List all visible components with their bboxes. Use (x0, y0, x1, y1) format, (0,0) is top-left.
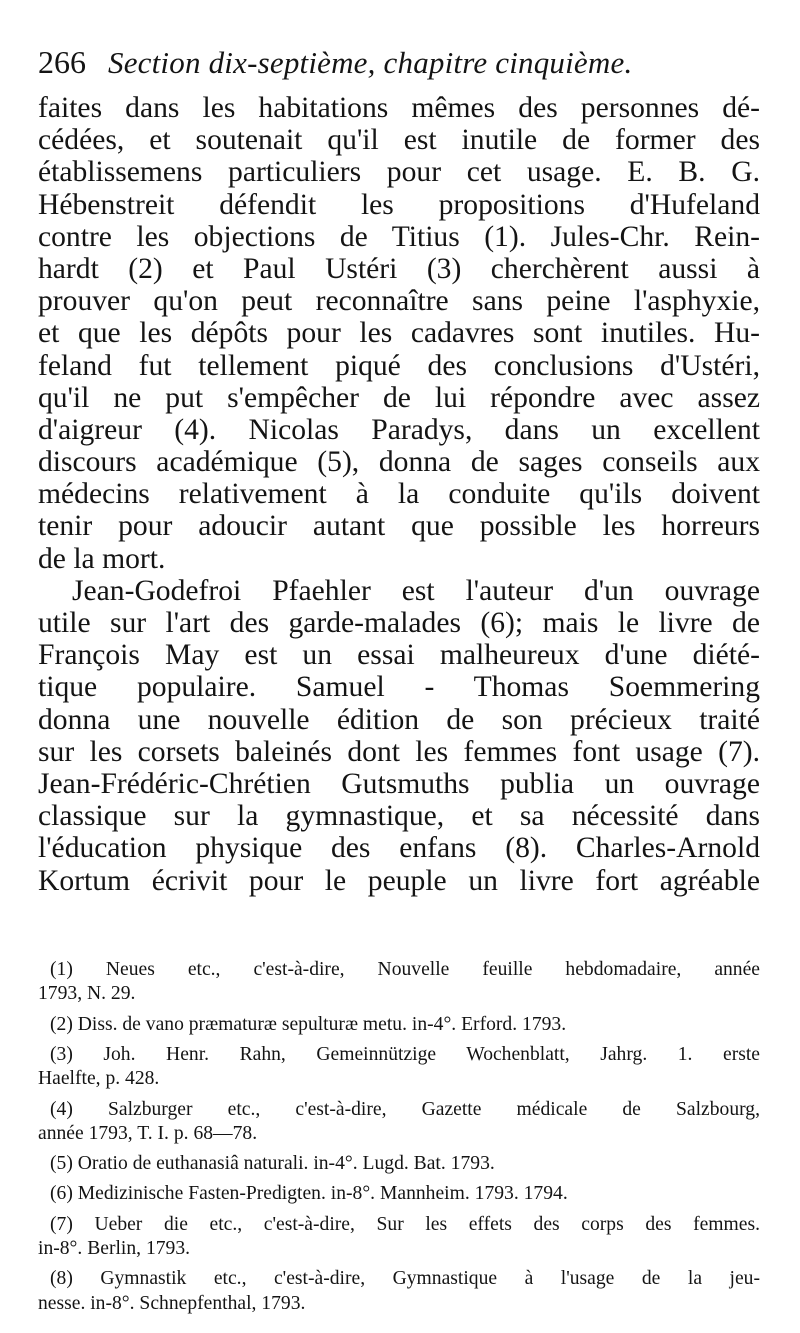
text-line: faites dans les habitations mêmes des personnes dé- (38, 92, 760, 124)
footnote-4 (38, 1098, 760, 1146)
text-line: de la mort. (38, 542, 166, 575)
text-line: médecins relativement à la conduite qu'ils doivent (38, 478, 760, 511)
footnote-line: Haelfte, p. 428. (38, 1068, 160, 1090)
text-line: donna une nouvelle édition de son précieux traité (38, 703, 760, 736)
page-header (38, 44, 760, 90)
paragraph-1 (38, 92, 760, 575)
footnote-line: (5) Oratio de euthanasiâ naturali. in-4°. Lugd. Bat. 1793. (50, 1153, 495, 1175)
footnote-line: (1) Neues etc., c'est-à-dire, Nouvelle feuille hebdomadaire, année (50, 959, 760, 980)
footnotes (38, 958, 760, 1316)
text-line: Jean-Godefroi Pfaehler est l'auteur d'un ouvrage (72, 574, 760, 607)
text-line: établissemens particuliers pour cet usage. E. B. G. (38, 156, 760, 189)
text-line: hardt (2) et Paul Ustéri (3) cherchèrent aussi à (38, 252, 760, 285)
footnote-6 (38, 1182, 760, 1206)
footnote-8 (38, 1267, 760, 1315)
footnote-line: 1793, N. 29. (38, 983, 136, 1005)
footnote-2 (38, 1013, 760, 1037)
footnote-5 (38, 1152, 760, 1176)
text-line: d'aigreur (4). Nicolas Paradys, dans un excellent (38, 413, 760, 446)
text-line: tique populaire. Samuel - Thomas Soemmering (38, 671, 760, 704)
text-line: classique sur la gymnastique, et sa nécessité dans (38, 800, 760, 833)
footnote-7 (38, 1213, 760, 1261)
text-line: feland fut tellement piqué des conclusions d'Ustéri, (38, 349, 760, 382)
text-line: contre les objections de Titius (1). Jules-Chr. Rein- (38, 220, 760, 253)
footnote-line: (7) Ueber die etc., c'est-à-dire, Sur les effets des corps des femmes. (50, 1213, 760, 1235)
text-line: cédées, et soutenait qu'il est inutile de former des (38, 124, 760, 157)
text-line: et que les dépôts pour les cadavres sont inutiles. Hu- (38, 317, 760, 350)
text-line: utile sur l'art des garde-malades (6); mais le livre de (38, 607, 760, 639)
footnote-line: année 1793, T. I. p. 68—78. (38, 1122, 258, 1144)
footnote-line: (2) Diss. de vano præmaturæ sepulturæ metu. in-4°. Erford. 1793. (50, 1013, 567, 1035)
text-line: François May est un essai malheureux d'une diété- (38, 639, 760, 672)
footnote-3 (38, 1043, 760, 1091)
footnote-line: (6) Medizinische Fasten-Predigten. in-8°. Mannheim. 1793. 1794. (50, 1183, 568, 1205)
page-number: 266 (38, 44, 86, 80)
text-line: Kortum écrivit pour le peuple un livre fort agréable (38, 864, 760, 897)
text-line: Hébenstreit défendit les propositions d'Hufeland (38, 188, 760, 221)
footnote-line: nesse. in-8°. Schnepfenthal, 1793. (38, 1292, 306, 1314)
body-text (38, 92, 760, 897)
text-line: sur les corsets baleinés dont les femmes font usage (7). (38, 735, 760, 768)
footnote-1 (38, 958, 760, 1006)
text-line: qu'il ne put s'empêcher de lui répondre avec assez (38, 381, 760, 414)
footnote-line: (8) Gymnastik etc., c'est-à-dire, Gymnastique à l'usage de la jeu- (50, 1268, 760, 1290)
running-title: Section dix-septième, chapitre cinquième. (108, 45, 633, 80)
text-line: Jean-Frédéric-Chrétien Gutsmuths publia un ouvrage (38, 767, 760, 800)
footnote-line: (3) Joh. Henr. Rahn, Gemeinnützige Wochenblatt, Jahrg. 1. erste (50, 1043, 760, 1065)
paragraph-2 (38, 575, 760, 897)
footnote-line: in-8°. Berlin, 1793. (38, 1238, 191, 1259)
text-line: tenir pour adoucir autant que possible les horreurs (38, 510, 760, 543)
text-line: discours académique (5), donna de sages conseils aux (38, 446, 760, 479)
text-line: prouver qu'on peut reconnaître sans peine l'asphyxie, (38, 285, 760, 318)
footnote-line: (4) Salzburger etc., c'est-à-dire, Gazette médicale de Salzbourg, (50, 1098, 760, 1120)
text-line: l'éducation physique des enfans (8). Charles-Arnold (38, 832, 760, 865)
